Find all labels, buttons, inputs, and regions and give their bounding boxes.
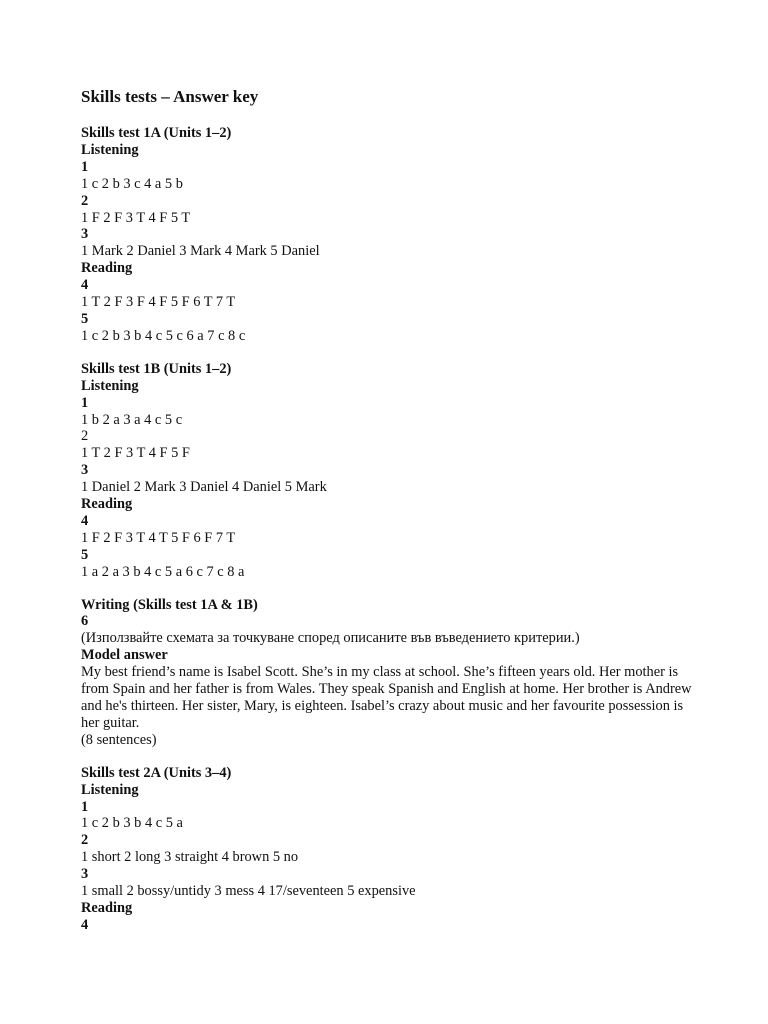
paragraph-text: My best friend’s name is Isabel Scott. She’s in my class at school. She’s fifteen years old. Her mother is from Spain and her father is from Wales. They speak Spanish and English at home. Her brother is Andrew and he's thirteen. Her sister, Mary, is eighteen. Isabel’s crazy about music and her favourite possession is her guitar. bbox=[81, 664, 692, 731]
subheading-line: 2 bbox=[81, 832, 89, 849]
answer-line: 1 short 2 long 3 straight 4 brown 5 no bbox=[81, 849, 299, 866]
subheading-line: Listening bbox=[81, 141, 139, 158]
answer-line: 1 T 2 F 3 T 4 F 5 F bbox=[81, 445, 190, 462]
subheading-line: 1 bbox=[81, 798, 89, 815]
answer-line: 1 c 2 b 3 c 4 a 5 b bbox=[81, 175, 183, 192]
answer-section bbox=[81, 597, 701, 749]
answer-line: 1 a 2 a 3 b 4 c 5 a 6 c 7 c 8 a bbox=[81, 563, 245, 580]
answer-line: (8 sentences) bbox=[81, 731, 157, 748]
answer-line: 1 small 2 bossy/untidy 3 mess 4 17/seventeen 5 expensive bbox=[81, 883, 416, 900]
answer-line: 2 bbox=[81, 428, 89, 445]
subheading-line: 4 bbox=[81, 512, 89, 529]
section-heading: Skills test 1B (Units 1–2) bbox=[81, 360, 232, 377]
subheading-line: Listening bbox=[81, 781, 139, 798]
answer-section bbox=[81, 125, 701, 345]
answer-line: 1 F 2 F 3 T 4 F 5 T bbox=[81, 209, 191, 226]
subheading-line: Reading bbox=[81, 899, 133, 916]
answer-line: 1 Mark 2 Daniel 3 Mark 4 Mark 5 Daniel bbox=[81, 243, 320, 260]
subheading-line: 3 bbox=[81, 462, 89, 479]
subheading-line: 5 bbox=[81, 546, 89, 563]
subheading-line: Listening bbox=[81, 377, 139, 394]
answer-section bbox=[81, 361, 701, 581]
answer-line: 1 T 2 F 3 F 4 F 5 F 6 T 7 T bbox=[81, 294, 236, 311]
subheading-line: 4 bbox=[81, 277, 89, 294]
subheading-line: 6 bbox=[81, 613, 89, 630]
subheading-line: 1 bbox=[81, 158, 89, 175]
subheading-line: 3 bbox=[81, 226, 89, 243]
document-page bbox=[81, 87, 701, 950]
subheading-line: 4 bbox=[81, 916, 89, 933]
answer-section bbox=[81, 765, 701, 934]
answer-line: 1 c 2 b 3 b 4 c 5 a bbox=[81, 815, 183, 832]
sections-container bbox=[81, 125, 701, 934]
answer-line: 1 b 2 a 3 a 4 c 5 c bbox=[81, 411, 183, 428]
subheading-line: 1 bbox=[81, 394, 89, 411]
subheading-line: Reading bbox=[81, 260, 133, 277]
subheading-line: 2 bbox=[81, 192, 89, 209]
subheading-line: Reading bbox=[81, 496, 133, 513]
subheading-line: Model answer bbox=[81, 647, 168, 664]
answer-line: 1 Daniel 2 Mark 3 Daniel 4 Daniel 5 Mark bbox=[81, 479, 327, 496]
answer-line: (Използвайте схемата за точкуване според описаните във въведението критерии.) bbox=[81, 630, 580, 647]
subheading-line: 3 bbox=[81, 866, 89, 883]
section-heading: Writing (Skills test 1A & 1B) bbox=[81, 596, 258, 613]
document-title: Skills tests – Answer key bbox=[81, 87, 259, 106]
answer-line: 1 c 2 b 3 b 4 c 5 c 6 a 7 c 8 c bbox=[81, 327, 246, 344]
subheading-line: 5 bbox=[81, 310, 89, 327]
answer-line: 1 F 2 F 3 T 4 T 5 F 6 F 7 T bbox=[81, 529, 236, 546]
section-heading: Skills test 1A (Units 1–2) bbox=[81, 125, 232, 141]
section-heading: Skills test 2A (Units 3–4) bbox=[81, 764, 232, 781]
